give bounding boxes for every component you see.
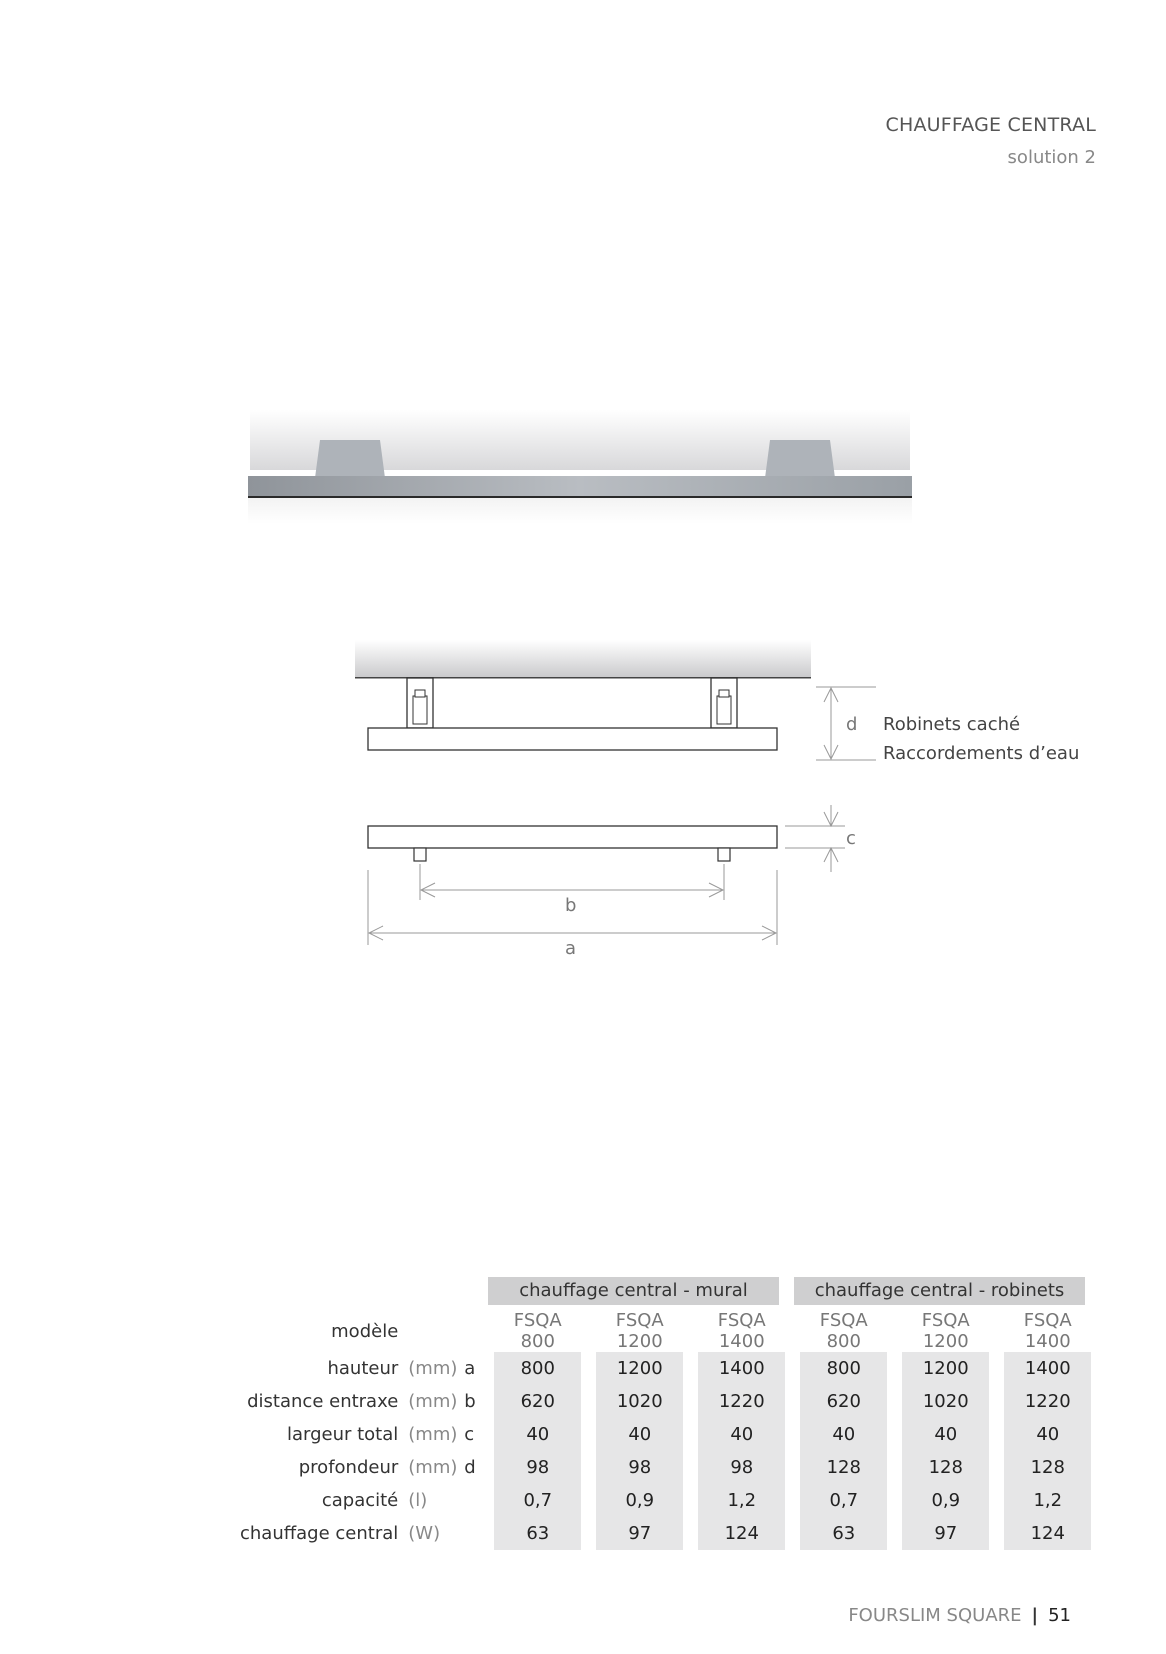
value-cell: 0,9: [902, 1484, 989, 1517]
model-cell: FSQA 800: [513, 1310, 562, 1352]
table-row: [240, 1484, 1091, 1517]
value-cell: 124: [698, 1517, 785, 1550]
row-letter: b: [464, 1391, 476, 1412]
note-water-connections: Raccordements d’eau: [883, 743, 1080, 764]
value-cell: 128: [800, 1451, 887, 1484]
row-letter: a: [464, 1358, 476, 1379]
row-label: hauteur: [327, 1358, 399, 1379]
value-cell: 1220: [698, 1385, 785, 1418]
value-cell: 98: [698, 1451, 785, 1484]
row-letter: c: [464, 1424, 475, 1445]
group-header-valves: chauffage central - robinets: [794, 1277, 1085, 1305]
radiator-top-view: [368, 728, 777, 750]
value-cell: 98: [494, 1451, 581, 1484]
value-cell: 128: [902, 1451, 989, 1484]
page-footer: [848, 1605, 1071, 1626]
row-label: capacité: [321, 1490, 399, 1511]
row-unit: (l): [408, 1490, 428, 1511]
value-cell: 40: [596, 1418, 683, 1451]
value-cell: 124: [1004, 1517, 1091, 1550]
section-subtitle: solution 2: [1007, 147, 1096, 168]
radiator-front-view: [368, 826, 777, 848]
value-cell: 40: [494, 1418, 581, 1451]
value-cell: 128: [1004, 1451, 1091, 1484]
note-hidden-valves: Robinets caché: [883, 714, 1021, 735]
table-row: [240, 1418, 1091, 1451]
row-letter: d: [464, 1457, 476, 1478]
dim-label-c: c: [846, 828, 856, 849]
row-unit: (mm): [408, 1358, 458, 1379]
model-label: modèle: [331, 1320, 399, 1342]
page-number: 51: [1048, 1605, 1071, 1626]
section-title: CHAUFFAGE CENTRAL: [885, 114, 1096, 136]
row-label: distance entraxe: [247, 1391, 399, 1412]
spec-table: [240, 1310, 1091, 1550]
value-cell: 98: [596, 1451, 683, 1484]
row-unit: (mm): [408, 1457, 458, 1478]
value-cell: 1200: [596, 1352, 683, 1385]
value-cell: 800: [494, 1352, 581, 1385]
wall: [355, 640, 811, 678]
row-unit: (mm): [408, 1424, 458, 1445]
value-cell: 1020: [596, 1385, 683, 1418]
radiator-front: [248, 498, 912, 524]
table-row: [240, 1451, 1091, 1484]
row-letter: [464, 1484, 494, 1517]
value-cell: 97: [596, 1517, 683, 1550]
radiator-top: [248, 476, 912, 496]
bracket-left: [315, 440, 385, 478]
bracket-right: [765, 440, 835, 478]
value-cell: 97: [902, 1517, 989, 1550]
value-cell: 1400: [1004, 1352, 1091, 1385]
row-unit: (mm): [408, 1391, 458, 1412]
model-cell: FSQA 1200: [615, 1310, 664, 1352]
value-cell: 40: [902, 1418, 989, 1451]
technical-drawing: [340, 640, 900, 970]
footer-brand: FOURSLIM SQUARE: [848, 1605, 1022, 1626]
group-header-wall: chauffage central - mural: [488, 1277, 779, 1305]
table-row: [240, 1352, 1091, 1385]
row-unit: (W): [408, 1523, 441, 1544]
value-cell: 1,2: [698, 1484, 785, 1517]
value-cell: 0,9: [596, 1484, 683, 1517]
value-cell: 1400: [698, 1352, 785, 1385]
model-row: [240, 1310, 1091, 1352]
product-photo: [240, 400, 920, 530]
dim-label-d: d: [846, 714, 858, 735]
value-cell: 63: [494, 1517, 581, 1550]
row-label: largeur total: [286, 1424, 399, 1445]
value-cell: 1,2: [1004, 1484, 1091, 1517]
value-cell: 40: [1004, 1418, 1091, 1451]
dim-label-b: b: [565, 895, 577, 916]
model-cell: FSQA 1400: [717, 1310, 766, 1352]
row-label: chauffage central: [240, 1523, 399, 1544]
footer-separator: |: [1031, 1605, 1039, 1626]
row-letter: [464, 1517, 494, 1550]
value-cell: 800: [800, 1352, 887, 1385]
table-row: [240, 1385, 1091, 1418]
value-cell: 1220: [1004, 1385, 1091, 1418]
value-cell: 0,7: [494, 1484, 581, 1517]
model-cell: FSQA 800: [819, 1310, 868, 1352]
model-cell: FSQA 1200: [921, 1310, 970, 1352]
row-label: profondeur: [298, 1457, 399, 1478]
value-cell: 0,7: [800, 1484, 887, 1517]
value-cell: 40: [800, 1418, 887, 1451]
table-row: [240, 1517, 1091, 1550]
value-cell: 620: [494, 1385, 581, 1418]
model-cell: FSQA 1400: [1023, 1310, 1072, 1352]
value-cell: 63: [800, 1517, 887, 1550]
value-cell: 620: [800, 1385, 887, 1418]
value-cell: 1200: [902, 1352, 989, 1385]
value-cell: 40: [698, 1418, 785, 1451]
value-cell: 1020: [902, 1385, 989, 1418]
dim-label-a: a: [565, 938, 577, 959]
